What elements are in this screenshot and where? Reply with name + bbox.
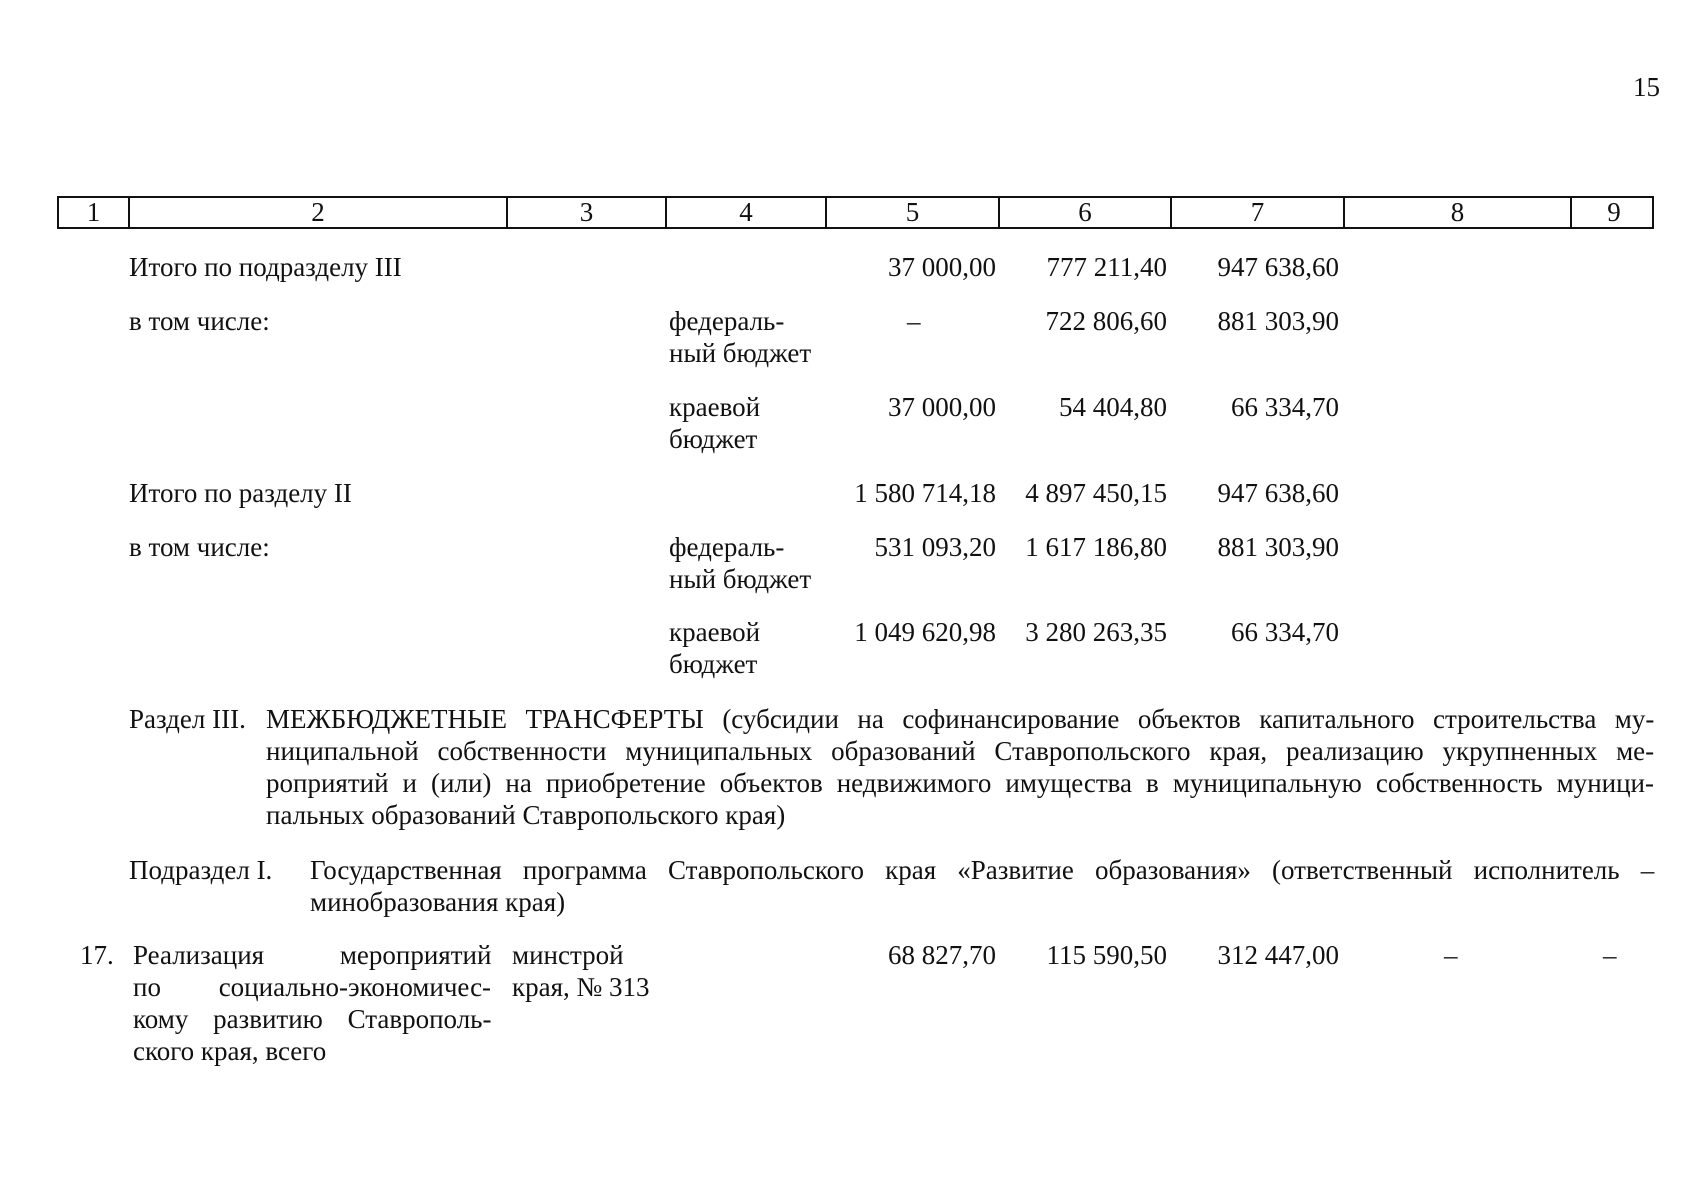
- cell-col6: 4 897 450,15: [1025, 478, 1167, 508]
- subsection-title-line2: минобразования края): [310, 887, 566, 917]
- budget-source-line2: бюджет: [669, 424, 758, 454]
- cell-col9: –: [1603, 940, 1617, 970]
- cell-col5: 1 580 714,18: [854, 478, 996, 508]
- column-number-header: [57, 196, 1654, 229]
- cell-col5: 37 000,00: [888, 252, 996, 282]
- budget-source-line1: федераль-: [669, 532, 785, 562]
- cell-col7: 881 303,90: [1217, 532, 1339, 562]
- column-header-7: 7: [1172, 198, 1345, 227]
- cell-col6: 722 806,60: [1045, 306, 1167, 336]
- column-header-4: 4: [667, 198, 827, 227]
- item-name-line4: ского края, всего: [133, 1036, 327, 1066]
- subsection-title-line1: Государственная программа Ставропольского края «Развитие образования» (ответственный исполнитель –: [310, 855, 1655, 885]
- column-header-8: 8: [1345, 198, 1572, 227]
- item-number: 17.: [80, 940, 114, 970]
- section-title-line1: МЕЖБЮДЖЕТНЫЕ ТРАНСФЕРТЫ (субсидии на софинансирование объектов капитального строительства му-: [266, 704, 1655, 734]
- column-header-2: 2: [130, 198, 508, 227]
- budget-source-line1: федераль-: [669, 306, 785, 336]
- page-number: 15: [1633, 72, 1660, 102]
- cell-col6: 1 617 186,80: [1025, 532, 1167, 562]
- budget-source-line1: краевой: [669, 617, 761, 647]
- row-label: Итого по разделу II: [129, 478, 352, 508]
- section-title-line3: роприятий и (или) на приобретение объектов недвижимого имущества в муниципальную собственность муници-: [266, 768, 1654, 798]
- budget-source-line2: ный бюджет: [669, 338, 812, 368]
- column-header-1: 1: [59, 198, 130, 227]
- column-header-9: 9: [1607, 197, 1621, 227]
- column-header-3: 3: [508, 198, 667, 227]
- item-name-line2: по социально-экономичес-: [133, 972, 492, 1002]
- cell-col7: 66 334,70: [1231, 392, 1339, 422]
- item-name-line3: кому развитию Ставрополь-: [133, 1004, 492, 1034]
- cell-col5: 1 049 620,98: [854, 617, 996, 647]
- row-label: в том числе:: [129, 306, 270, 336]
- cell-col8: –: [1444, 940, 1458, 970]
- cell-col6: 3 280 263,35: [1025, 617, 1167, 647]
- budget-source-line1: краевой: [669, 392, 761, 422]
- cell-col7: 947 638,60: [1217, 478, 1339, 508]
- cell-col5: 37 000,00: [888, 392, 996, 422]
- cell-col7: 881 303,90: [1217, 306, 1339, 336]
- cell-col5: –: [907, 306, 921, 336]
- cell-col7: 312 447,00: [1217, 940, 1339, 970]
- cell-col6: 115 590,50: [1046, 940, 1167, 970]
- cell-col5: 531 093,20: [874, 532, 996, 562]
- cell-col6: 54 404,80: [1059, 392, 1167, 422]
- budget-source-line2: ный бюджет: [669, 564, 812, 594]
- section-label: Раздел III.: [129, 704, 246, 734]
- column-header-6: 6: [1000, 198, 1172, 227]
- subsection-label: Подраздел I.: [129, 855, 273, 885]
- cell-col7: 66 334,70: [1231, 617, 1339, 647]
- column-header-5: 5: [827, 198, 1000, 227]
- budget-source-line2: бюджет: [669, 649, 758, 679]
- item-name-line1: Реализация мероприятий: [133, 940, 492, 970]
- cell-col6: 777 211,40: [1046, 252, 1167, 282]
- cell-col7: 947 638,60: [1217, 252, 1339, 282]
- executor-line1: минстрой: [512, 940, 624, 970]
- section-title-line2: ниципальной собственности муниципальных образований Ставропольского края, реализацию укрупненных ме-: [266, 736, 1655, 766]
- section-title-line4: пальных образований Ставропольского края): [266, 800, 786, 830]
- row-label: Итого по подразделу III: [129, 252, 402, 282]
- executor-line2: края, № 313: [512, 972, 650, 1002]
- row-label: в том числе:: [129, 532, 270, 562]
- cell-col5: 68 827,70: [888, 940, 996, 970]
